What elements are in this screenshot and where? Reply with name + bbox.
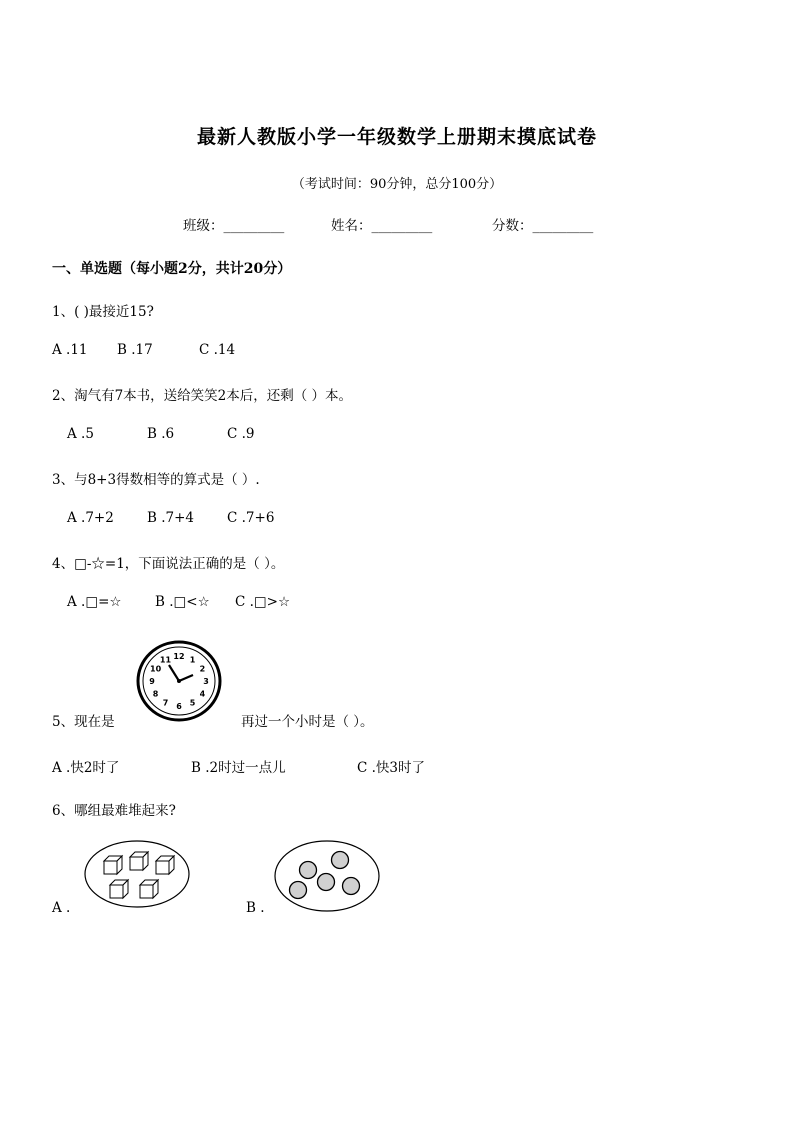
cube-icon: [140, 880, 158, 898]
clock-number: 6: [176, 702, 182, 711]
question-5-option-b[interactable]: B .2时过一点儿: [191, 760, 286, 776]
question-6-option-b[interactable]: B .: [246, 900, 265, 916]
question-2-option-c[interactable]: C .9: [227, 426, 255, 442]
clock-hour-hand: [179, 675, 193, 681]
ball-icon: [300, 862, 317, 879]
question-1-option-c[interactable]: C .14: [199, 342, 236, 358]
clock-number: 11: [159, 655, 172, 665]
question-1-option-b[interactable]: B .17: [117, 342, 153, 358]
question-5-stem-before: 5、现在是: [52, 714, 115, 730]
clock-number: 1: [189, 655, 196, 665]
question-3-option-b[interactable]: B .7+4: [147, 510, 194, 526]
cube-icon: [130, 852, 148, 870]
score-field[interactable]: 分数：_________: [492, 218, 594, 234]
question-5-option-c[interactable]: C .快3时了: [357, 760, 426, 776]
question-3-option-a[interactable]: A .7+2: [67, 510, 114, 526]
clock-number: 5: [189, 698, 196, 708]
question-2-stem: 2、淘气有7本书，送给笑笑2本后，还剩（ ）本。: [52, 388, 353, 404]
clock-number: 4: [199, 689, 206, 699]
question-3-option-c[interactable]: C .7+6: [227, 510, 275, 526]
question-4-option-b[interactable]: B .□<☆: [155, 594, 210, 610]
ball-icon: [332, 852, 349, 869]
clock-number: 12: [173, 652, 185, 661]
name-field[interactable]: 姓名：_________: [331, 218, 433, 234]
question-5-stem-after: 再过一个小时是（ ）。: [241, 714, 374, 730]
cube-icon: [104, 856, 122, 874]
clock-number: 9: [149, 677, 155, 686]
question-4-stem: 4、□-☆=1，下面说法正确的是（ ）。: [52, 556, 285, 572]
question-1-option-a[interactable]: A .11: [52, 342, 88, 358]
question-2-option-a[interactable]: A .5: [67, 426, 94, 442]
question-1-stem: 1、( )最接近15?: [52, 304, 154, 320]
clock-minute-hand: [169, 665, 179, 681]
question-2-option-b[interactable]: B .6: [147, 426, 175, 442]
question-4-option-c[interactable]: C .□>☆: [235, 594, 291, 610]
question-3-stem: 3、与8+3得数相等的算式是（ ）.: [52, 472, 260, 488]
exam-info: （考试时间：90分钟，总分100分）: [291, 177, 503, 192]
cubes-group-image: [84, 840, 190, 908]
clock-number: 2: [199, 664, 206, 674]
clock-image: [136, 640, 222, 722]
question-4-option-a[interactable]: A .□=☆: [67, 594, 122, 610]
clock-number: 7: [162, 698, 169, 708]
ball-icon: [343, 878, 360, 895]
cube-icon: [110, 880, 128, 898]
page-title: 最新人教版小学一年级数学上册期末摸底试卷: [196, 126, 597, 148]
cube-icon: [156, 856, 174, 874]
ball-icon: [290, 882, 307, 899]
class-field[interactable]: 班级：_________: [183, 218, 285, 234]
balls-group-image: [274, 840, 380, 912]
question-5-option-a[interactable]: A .快2时了: [52, 760, 120, 776]
ball-icon: [318, 874, 335, 891]
clock-number: 10: [150, 664, 162, 674]
clock-number: 8: [152, 689, 159, 699]
question-6-stem: 6、哪组最难堆起来?: [52, 803, 176, 819]
question-6-option-a[interactable]: A .: [52, 900, 71, 916]
clock-number: 3: [203, 677, 209, 686]
section-title: 一、单选题（每小题2分，共计20分）: [52, 261, 292, 277]
